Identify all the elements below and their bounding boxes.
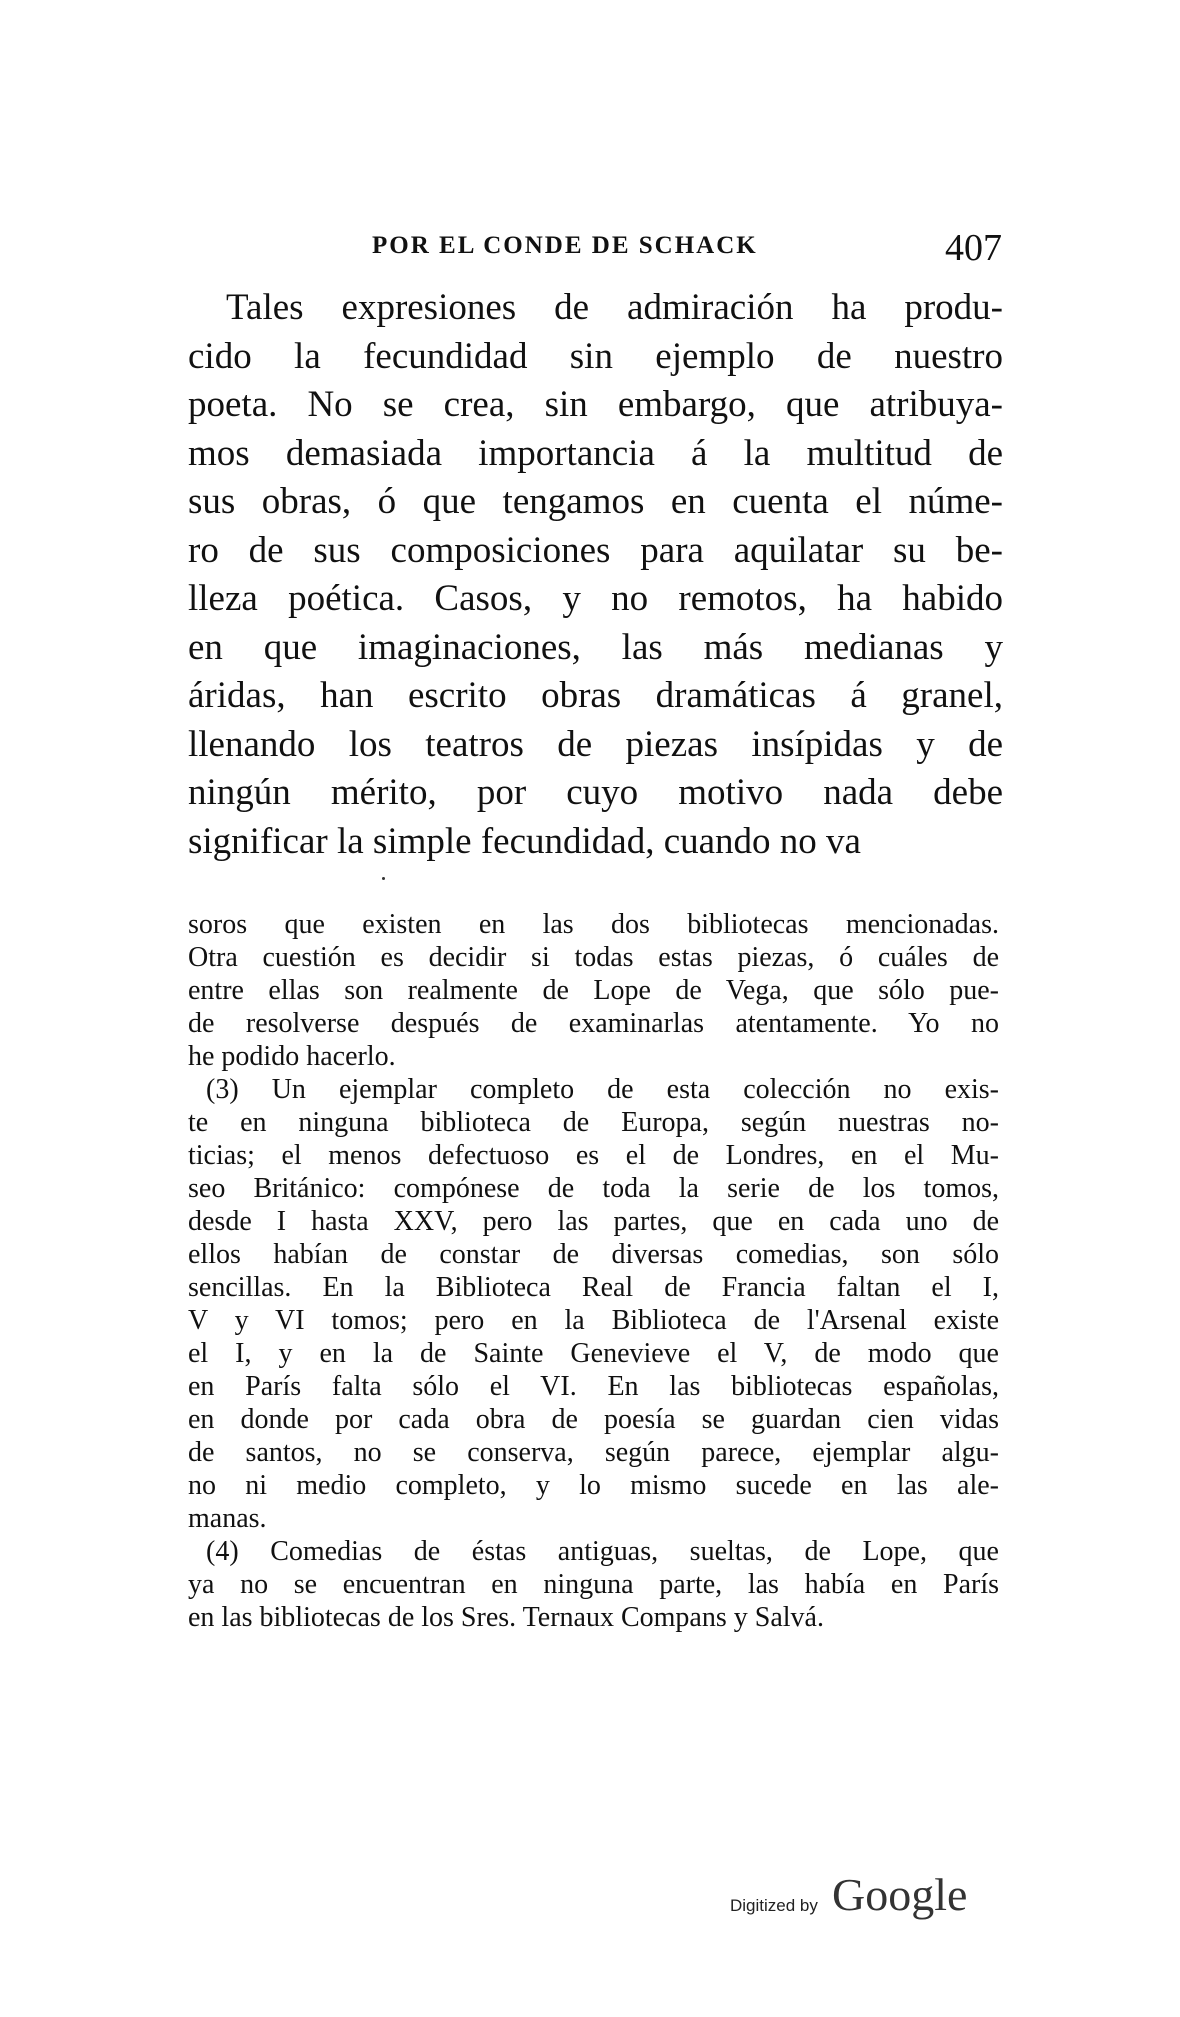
body-line: cido la fecundidad sin ejemplo de nuestro	[188, 335, 1003, 377]
footnote-line: en las bibliotecas de los Sres. Ternaux Compans y Salvá.	[188, 1602, 824, 1633]
page-header	[372, 226, 1002, 286]
footnote-line: de santos, no se conserva, según parece, ejemplar algu-	[188, 1437, 999, 1468]
footnote-line: no ni medio completo, y lo mismo sucede en las ale-	[188, 1470, 999, 1501]
footnote-line: Otra cuestión es decidir si todas estas piezas, ó cuáles de	[188, 942, 999, 973]
footnote-line: en donde por cada obra de poesía se guardan cien vidas	[188, 1404, 999, 1435]
watermark-prefix: Digitized by	[730, 1896, 818, 1915]
footnote-line: en París falta sólo el VI. En las bibliotecas españolas,	[188, 1371, 999, 1402]
footnote-line: desde I hasta XXV, pero las partes, que en cada uno de	[188, 1206, 999, 1237]
footnote-line: ya no se encuentran en ninguna parte, las había en París	[188, 1569, 999, 1600]
footnote-line: V y VI tomos; pero en la Biblioteca de l'Arsenal existe	[188, 1305, 999, 1336]
body-line: ro de sus composiciones para aquilatar su be-	[188, 529, 1003, 571]
footnote-line: entre ellas son realmente de Lope de Vega, que sólo pue-	[188, 975, 999, 1006]
footnote-line: de resolverse después de examinarlas atentamente. Yo no	[188, 1008, 999, 1039]
footnotes	[188, 908, 999, 1634]
body-line: ningún mérito, por cuyo motivo nada debe	[188, 772, 1003, 813]
body-line: poeta. No se crea, sin embargo, que atribuya-	[188, 384, 1003, 425]
running-title: POR EL CONDE DE SCHACK	[372, 232, 758, 259]
body-line: Tales expresiones de admiración ha produ-	[226, 287, 1003, 328]
body-line: llenando los teatros de piezas insípidas y de	[188, 723, 1003, 765]
footnote-line: (3) Un ejemplar completo de esta colección no exis-	[206, 1074, 999, 1105]
footnote-line: ticias; el menos defectuoso es el de Londres, en el Mu-	[188, 1140, 999, 1171]
footnote-line: (4) Comedias de éstas antiguas, sueltas, de Lope, que	[206, 1536, 999, 1567]
footnote-line: te en ninguna biblioteca de Europa, según nuestras no-	[188, 1107, 999, 1138]
footnote-line: seo Británico: compónese de toda la serie de los tomos,	[188, 1173, 999, 1204]
main-paragraph	[188, 284, 1003, 866]
separator-dot	[382, 877, 385, 880]
body-line: en que imaginaciones, las más medianas y	[188, 626, 1003, 668]
body-line: áridas, han escrito obras dramáticas á granel,	[188, 675, 1003, 716]
footnote-line: sencillas. En la Biblioteca Real de Francia faltan el I,	[188, 1272, 999, 1303]
footnote-line: el I, y en la de Sainte Genevieve el V, de modo que	[188, 1338, 999, 1369]
body-line: sus obras, ó que tengamos en cuenta el núme-	[188, 481, 1003, 522]
body-line: lleza poética. Casos, y no remotos, ha habido	[188, 578, 1003, 619]
digitized-watermark	[730, 1868, 1030, 1928]
footnote-line: soros que existen en las dos bibliotecas mencionadas.	[188, 909, 999, 940]
footnote-line: manas.	[188, 1503, 267, 1534]
google-logo: Google	[832, 1869, 968, 1920]
body-line: mos demasiada importancia á la multitud de	[188, 432, 1003, 474]
footnote-line: ellos habían de constar de diversas comedias, son sólo	[188, 1239, 999, 1270]
footnote-line: he podido hacerlo.	[188, 1041, 396, 1072]
body-line: significar la simple fecundidad, cuando no va	[188, 820, 861, 862]
page-number: 407	[945, 227, 1002, 269]
